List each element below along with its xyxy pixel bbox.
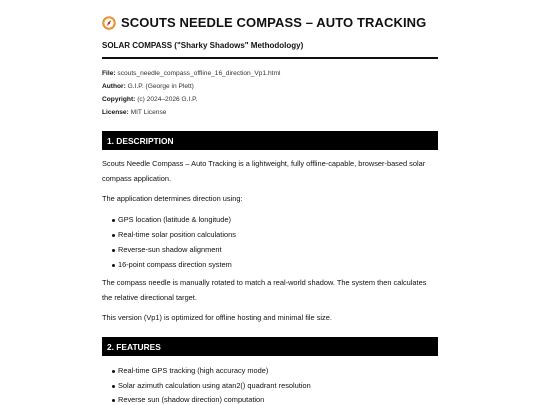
list-item: 16-point compass direction system [118,260,232,269]
meta-license-label: License: [102,109,129,116]
compass-icon [102,16,116,30]
page-subtitle: SOLAR COMPASS ("Sharky Shadows" Methodology) [102,41,304,50]
description-determines: The application determines direction using: [102,194,243,203]
list-item: Reverse-sun shadow alignment [118,245,222,254]
page-title: SCOUTS NEEDLE COMPASS – AUTO TRACKING [121,15,427,30]
title-row [102,15,426,30]
description-intro: Scouts Needle Compass – Auto Tracking is a lightweight, fully offline-capable, browser-based solar compass application. [102,159,426,183]
list-item: Real-time GPS tracking (high accuracy mode) [118,366,269,375]
header-divider [102,57,438,59]
meta-author [102,83,194,90]
meta-file-value: scouts_needle_compass_offline_16_direction_Vp1.html [117,70,281,77]
list-item: Solar azimuth calculation using atan2() quadrant resolution [118,381,311,390]
section-heading-features: 2. FEATURES [102,337,438,356]
meta-copyright-label: Copyright: [102,96,136,103]
meta-file-label: File: [102,70,116,77]
description-needle: The compass needle is manually rotated to match a real-world shadow. The system then calculates the relative directional target. [102,278,427,302]
meta-license-value: MIT License [130,109,167,116]
meta-copyright [102,96,198,103]
meta-author-value: G.I.P. (George in Plett) [127,83,194,90]
description-version: This version (Vp1) is optimized for offline hosting and minimal file size. [102,313,332,322]
meta-license [102,109,166,116]
meta-copyright-value: (c) 2024–2026 G.I.P. [137,96,198,103]
meta-author-label: Author: [102,83,126,90]
list-item: GPS location (latitude & longitude) [118,215,231,224]
section-heading-description: 1. DESCRIPTION [102,131,438,150]
list-item: Real-time solar position calculations [118,230,236,239]
meta-file [102,70,280,77]
list-item: Reverse sun (shadow direction) computation [118,395,265,404]
